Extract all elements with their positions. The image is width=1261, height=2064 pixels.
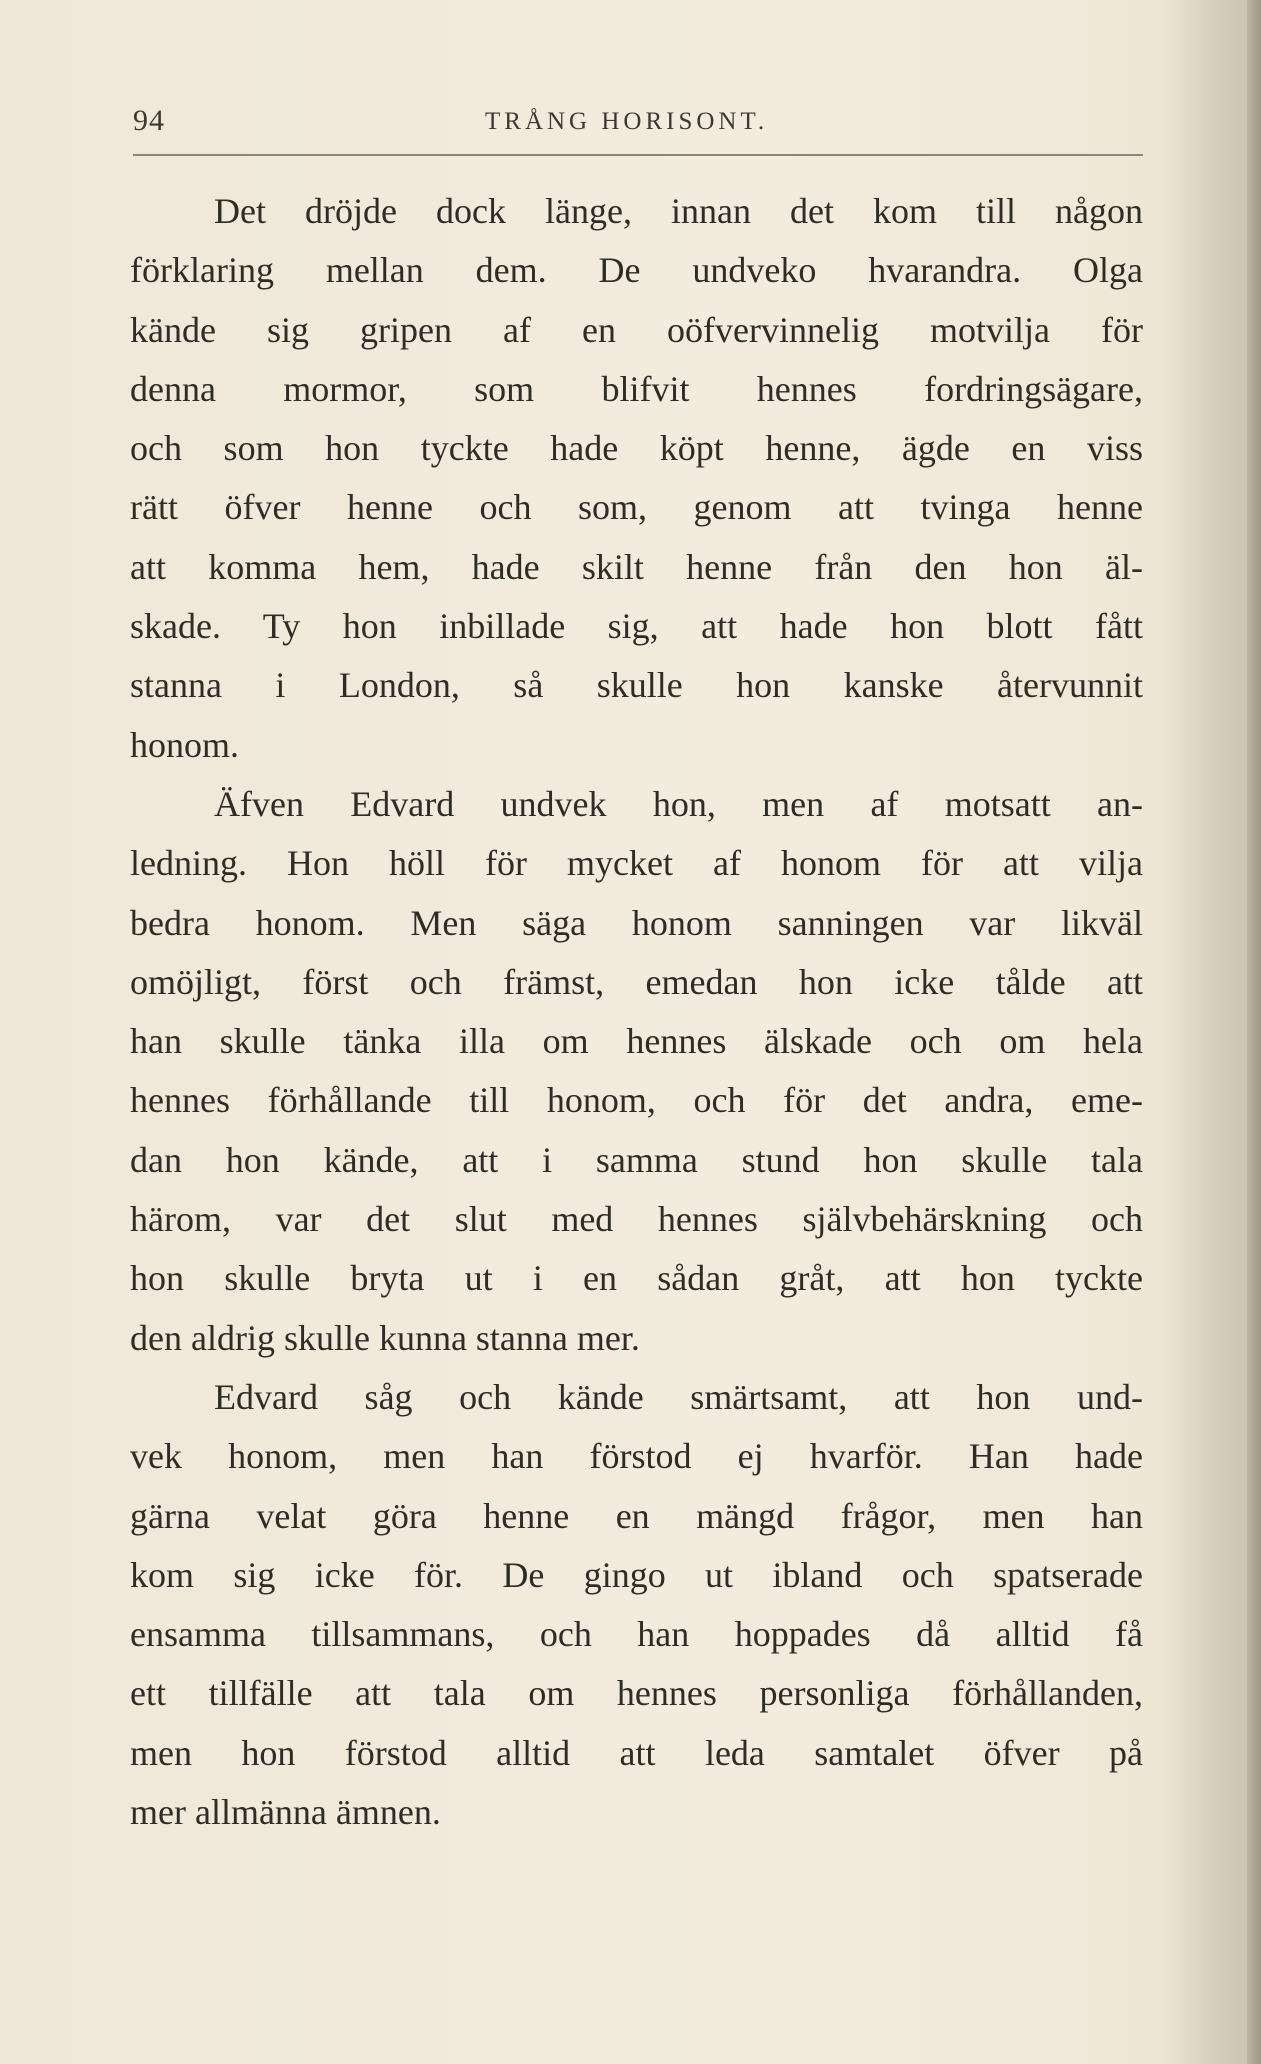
- text-line: mer allmänna ämnen.: [130, 1792, 441, 1833]
- paragraph-1: [130, 182, 1143, 775]
- text-line: dan hon kände, att i samma stund hon skulle tala: [130, 1139, 1143, 1180]
- text-line: han skulle tänka illa om hennes älskade och om hela: [130, 1021, 1143, 1062]
- text-line: att komma hem, hade skilt henne från den hon äl-: [130, 546, 1143, 587]
- text-line: hon skulle bryta ut i en sådan gråt, att hon tyckte: [130, 1258, 1143, 1299]
- text-line: förklaring mellan dem. De undveko hvarandra. Olga: [130, 250, 1143, 291]
- text-line: ensamma tillsammans, och han hoppades då alltid få: [130, 1614, 1143, 1655]
- text-line: gärna velat göra henne en mängd frågor, men han: [130, 1495, 1143, 1536]
- text-line: hennes förhållande till honom, och för det andra, eme-: [130, 1080, 1143, 1121]
- header-rule: [133, 154, 1143, 156]
- text-line: härom, var det slut med hennes självbehärskning och: [130, 1199, 1143, 1240]
- text-line: kände sig gripen af en oöfvervinnelig motvilja för: [130, 309, 1143, 350]
- text-line: honom.: [130, 724, 240, 765]
- paragraph-2: [130, 775, 1143, 1368]
- text-line: ledning. Hon höll för mycket af honom för att vilja: [130, 843, 1143, 884]
- text-line: den aldrig skulle kunna stanna mer.: [130, 1317, 640, 1358]
- paragraph-3: [130, 1368, 1143, 1842]
- page-edge-shadow: [1247, 0, 1261, 2064]
- text-line: skade. Ty hon inbillade sig, att hade hon blott fått: [130, 606, 1143, 647]
- text-line: men hon förstod alltid att leda samtalet öfver på: [130, 1732, 1143, 1773]
- text-line: bedra honom. Men säga honom sanningen var likväl: [130, 902, 1143, 943]
- page-header: [133, 104, 1143, 144]
- text-line: vek honom, men han förstod ej hvarför. Han hade: [130, 1436, 1143, 1477]
- text-line: ett tillfälle att tala om hennes personliga förhållanden,: [130, 1673, 1143, 1714]
- text-line: stanna i London, så skulle hon kanske återvunnit: [130, 665, 1143, 706]
- running-title: TRÅNG HORISONT.: [485, 108, 769, 135]
- text-line: rätt öfver henne och som, genom att tvinga henne: [130, 487, 1143, 528]
- text-line: Edvard såg och kände smärtsamt, att hon und-: [214, 1376, 1143, 1417]
- text-line: denna mormor, som blifvit hennes fordringsägare,: [130, 368, 1143, 409]
- text-line: kom sig icke för. De gingo ut ibland och spatserade: [130, 1554, 1143, 1595]
- page-number: 94: [133, 104, 165, 137]
- body-text: [130, 182, 1143, 1842]
- text-line: Äfven Edvard undvek hon, men af motsatt an-: [214, 783, 1143, 824]
- text-line: och som hon tyckte hade köpt henne, ägde en viss: [130, 428, 1143, 469]
- text-line: omöjligt, först och främst, emedan hon icke tålde att: [130, 961, 1143, 1002]
- text-line: Det dröjde dock länge, innan det kom till någon: [214, 191, 1143, 231]
